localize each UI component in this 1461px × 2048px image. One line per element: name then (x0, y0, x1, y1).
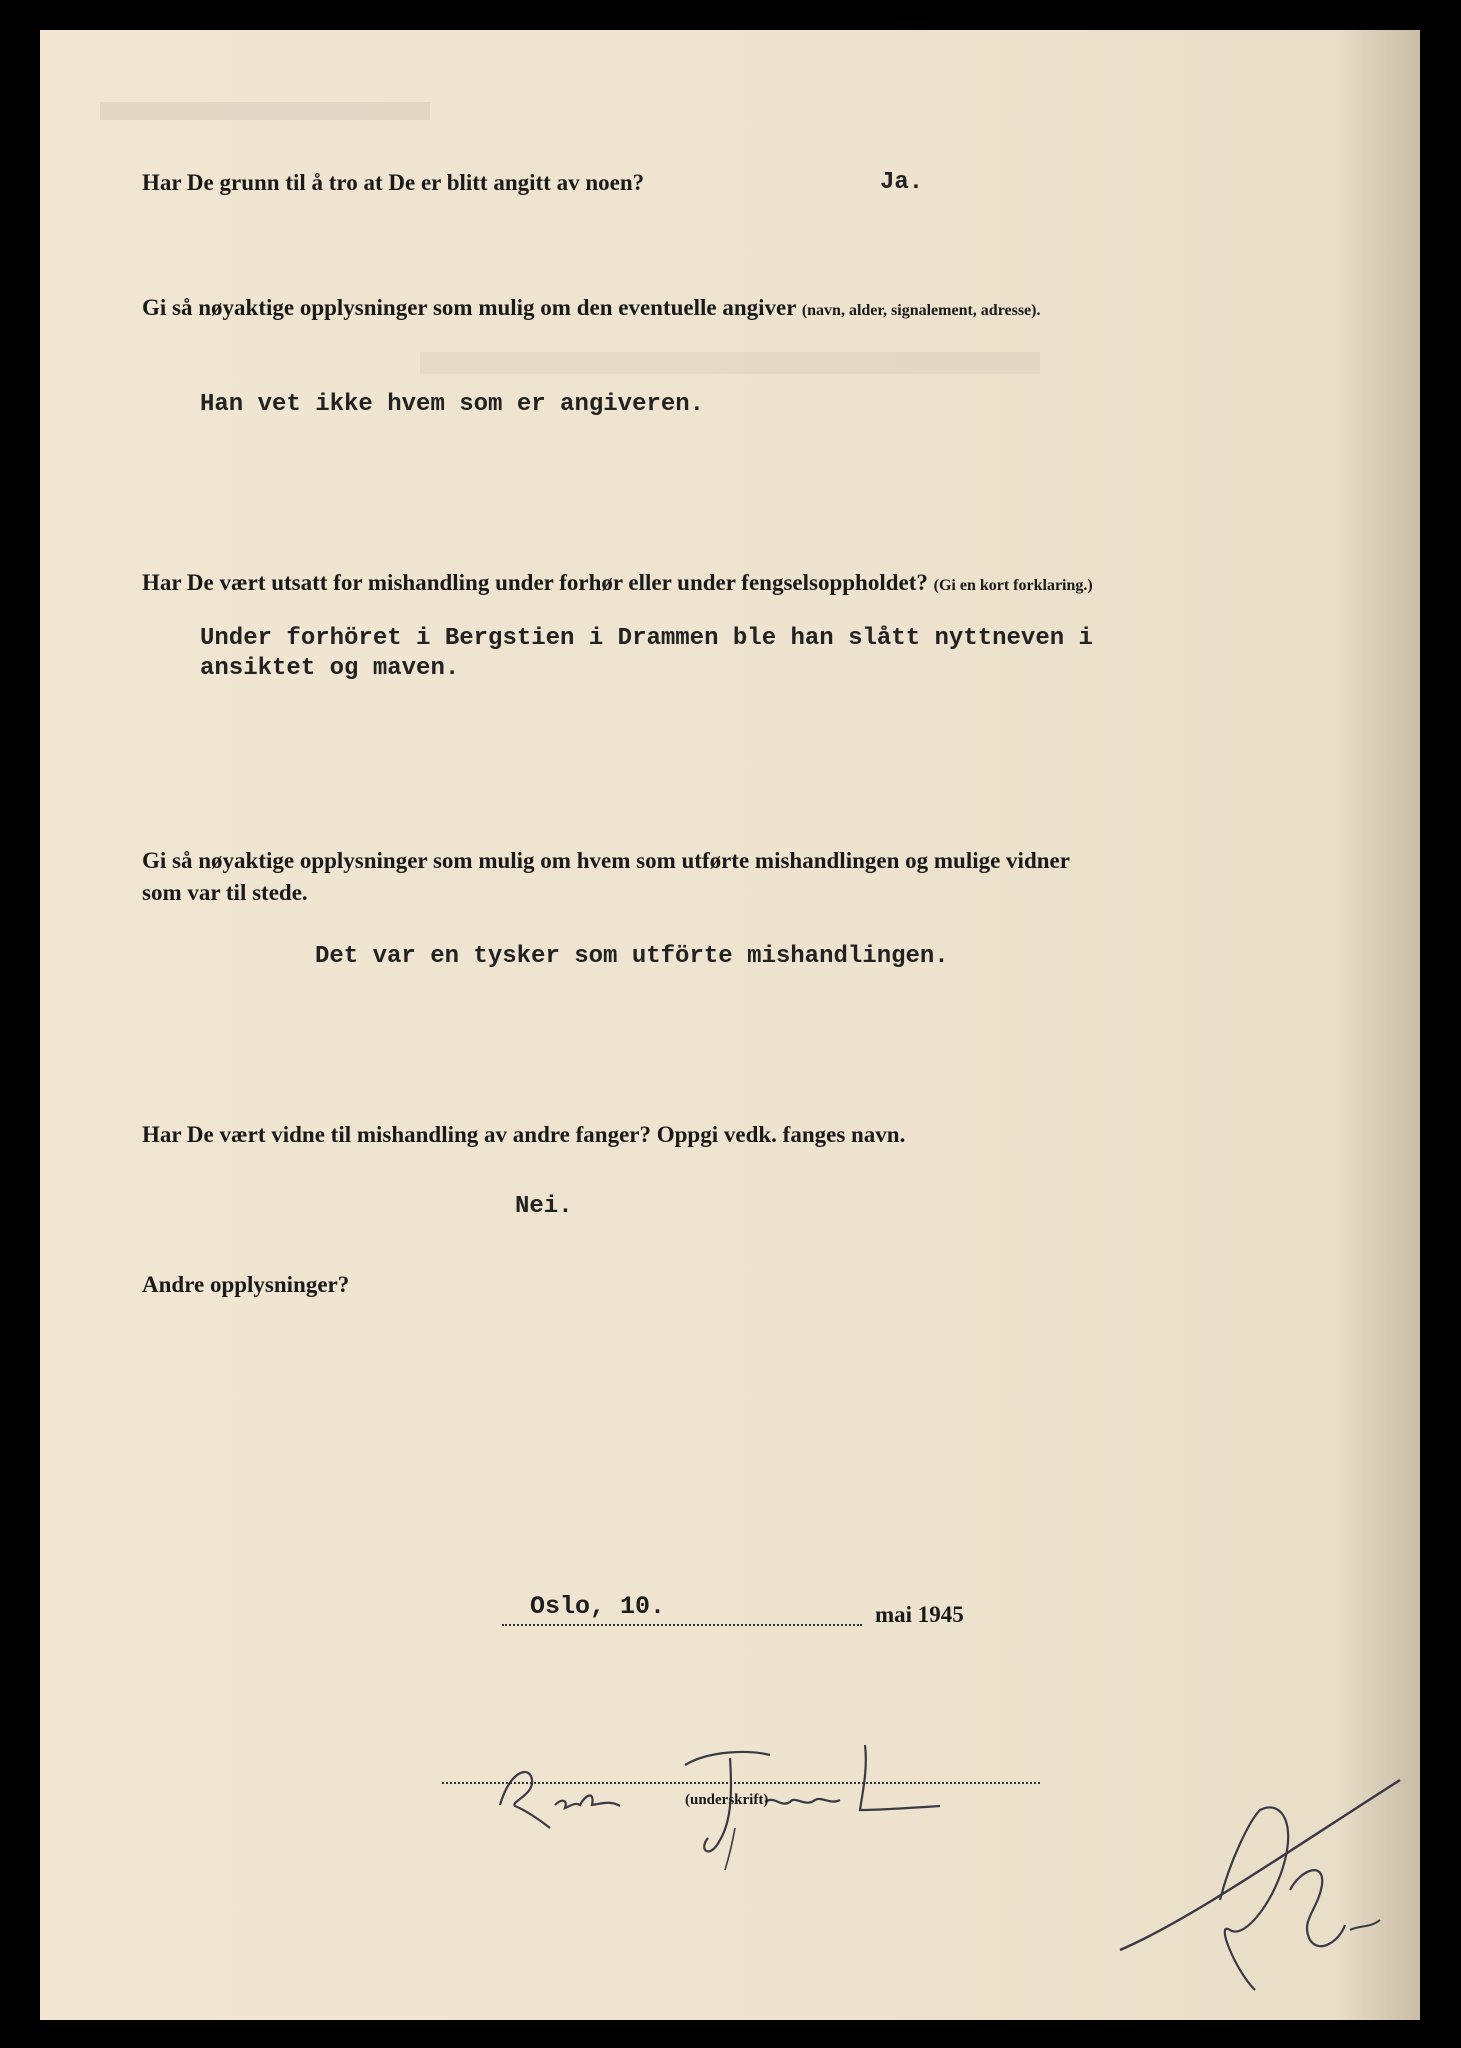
question-3-note: (Gi en kort forklaring.) (933, 577, 1093, 594)
question-2 (142, 295, 1040, 321)
question-1: Har De grunn til å tro at De er blitt angitt av noen? (142, 170, 645, 195)
question-3 (142, 570, 1093, 596)
answer-4: Det var en tysker som utförte mishandlingen. (315, 943, 949, 970)
question-2-note: (navn, alder, signalement, adresse). (801, 302, 1041, 319)
answer-3-line-2: ansiktet og maven. (200, 655, 460, 682)
question-3-label: Har De vært utsatt for mishandling under forhør eller under fengselsoppholdet? (142, 570, 928, 595)
signature-dotted-line (442, 1782, 1040, 1784)
question-4-line-1: Gi så nøyaktige opplysninger som mulig om hvem som utførte mishandlingen og mulige vidner (142, 848, 1070, 873)
question-2-label: Gi så nøyaktige opplysninger som mulig om den eventuelle angiver (142, 295, 797, 320)
place-date-value: Oslo, 10. (530, 1592, 666, 1621)
question-6: Andre opplysninger? (142, 1272, 350, 1297)
handwritten-signature (470, 1710, 1030, 1870)
question-4-line-2: som var til stede. (142, 880, 308, 905)
answer-1: Ja. (880, 169, 924, 196)
date-dotted-line (502, 1624, 862, 1626)
bleed-through-mark (100, 102, 430, 120)
question-5: Har De vært vidne til mishandling av andre fanger? Oppgi vedk. fanges navn. (142, 1122, 906, 1147)
answer-5: Nei. (515, 1193, 573, 1220)
document-page (40, 30, 1420, 2020)
answer-2: Han vet ikke hvem som er angiveren. (200, 391, 705, 418)
month-year: mai 1945 (875, 1602, 964, 1627)
bleed-through-mark (420, 352, 1040, 374)
answer-3-line-1: Under forhöret i Bergstien i Drammen ble han slått nyttneven i (200, 625, 1093, 652)
signature-label: (underskrift) (685, 1792, 769, 1808)
handwritten-initials (1110, 1740, 1410, 2000)
